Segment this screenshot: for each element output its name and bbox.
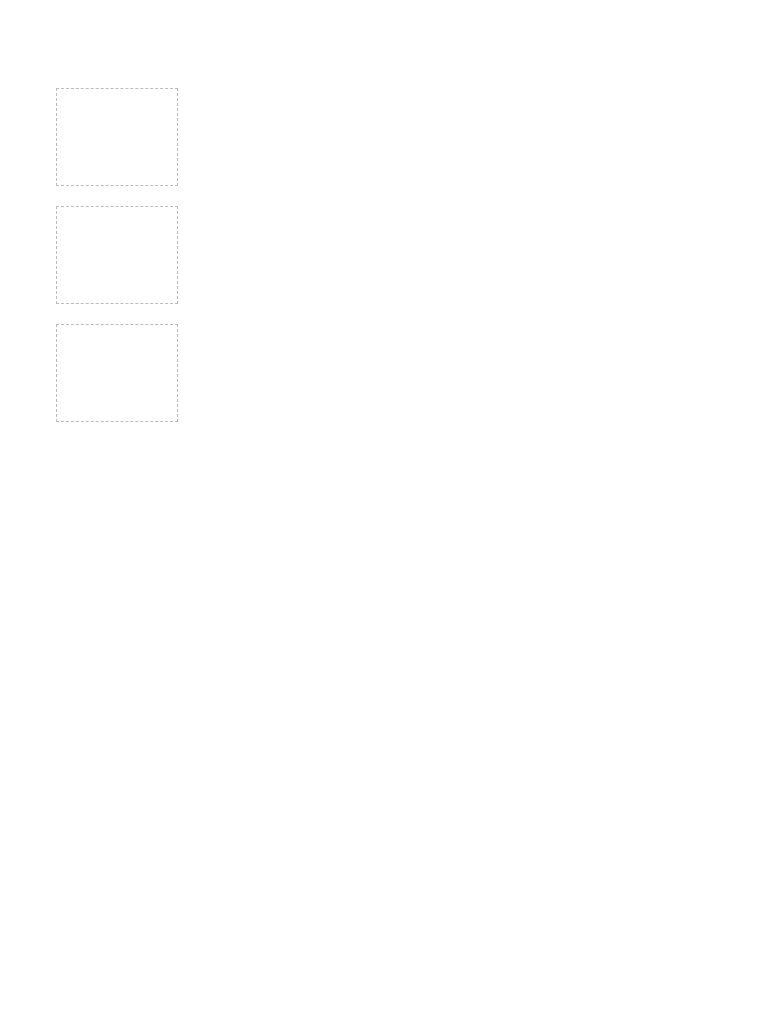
- section: [56, 324, 712, 422]
- section: [56, 206, 712, 304]
- section: [56, 88, 712, 186]
- photo-placeholder: [56, 324, 178, 422]
- photo-placeholder: [56, 88, 178, 186]
- photo-placeholder: [56, 206, 178, 304]
